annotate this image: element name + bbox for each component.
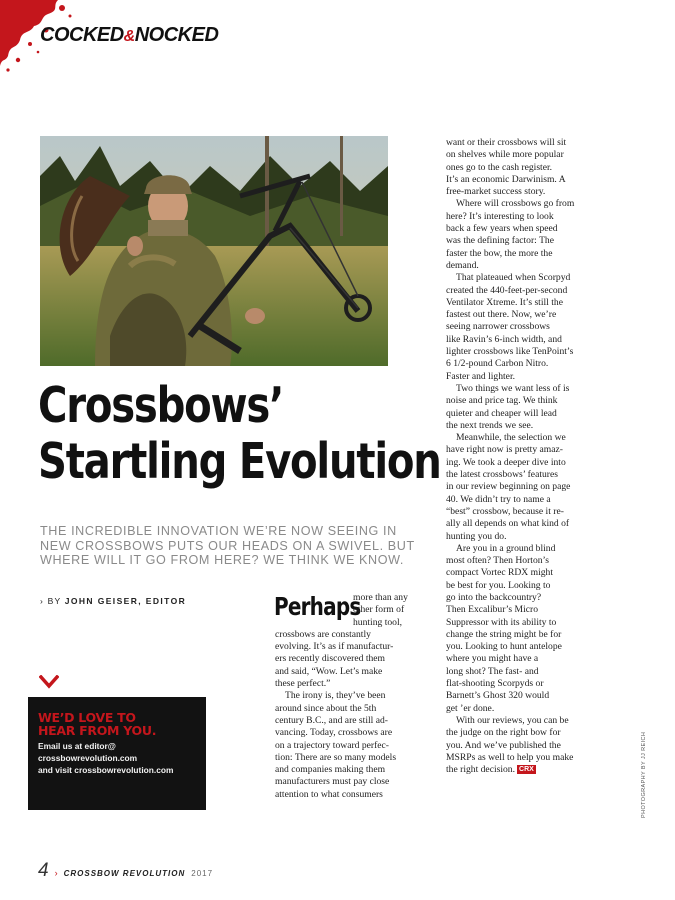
- footer-separator: ›: [54, 868, 58, 878]
- body-line: vancing. Today, crossbows are: [275, 727, 393, 739]
- body-line: where you might have a: [446, 653, 539, 665]
- body-line: That plateaued when Scorpyd: [456, 272, 571, 284]
- byline: [40, 596, 186, 606]
- contact-promo-box: [28, 697, 206, 810]
- body-line: Two things we want less of is: [456, 382, 570, 394]
- body-line: Suppressor with its ability to: [446, 616, 557, 628]
- body-line: ally all depends on what kind of: [446, 518, 570, 530]
- promo-title-line-2: HEAR FROM YOU.: [38, 723, 157, 738]
- body-line: change the string might be for: [446, 628, 562, 640]
- body-line: evolving. It’s as if manufactur-: [275, 641, 394, 653]
- headline-line-1: Crossbows’: [38, 377, 284, 434]
- body-line: you. Looking to hunt antelope: [446, 641, 562, 653]
- article-headline: [38, 378, 441, 490]
- body-line: seeing narrower crossbows: [446, 321, 550, 333]
- body-line: noise and price tag. We think: [446, 395, 558, 407]
- body-line: have right now is pretty amaz-: [446, 444, 563, 456]
- section-tag: [40, 24, 218, 47]
- body-line-last: [446, 764, 604, 776]
- body-line: in our review beginning on page: [446, 481, 571, 493]
- body-line: around since about the 5th: [275, 702, 377, 714]
- body-line: ers recently discovered them: [275, 653, 386, 665]
- body-column-1: [275, 592, 427, 801]
- body-line: It’s an economic Darwinism. A: [446, 173, 566, 185]
- byline-prefix: › BY: [40, 596, 62, 606]
- body-line: century B.C., and are still ad-: [275, 714, 388, 726]
- body-line: more than any: [353, 592, 408, 603]
- promo-title-line-1: WE’D LOVE TO: [38, 710, 136, 725]
- body-line: Then Excalibur’s Micro: [446, 604, 539, 616]
- body-line: Where will crossbows go from: [456, 198, 575, 210]
- body-line: and said, “Wow. Let’s make: [275, 665, 383, 677]
- body-line: demand.: [446, 259, 479, 271]
- body-line: the judge on the right bow for: [446, 727, 561, 739]
- hero-photo: [40, 136, 388, 366]
- body-line: ing. We took a deeper dive into: [446, 456, 566, 468]
- body-line: back a few years when speed: [446, 223, 558, 235]
- body-line: these perfect.”: [275, 678, 331, 690]
- body-line: 6 1/2-pound Carbon Nitro.: [446, 358, 549, 370]
- headline-line-2: Startling Evolution: [38, 433, 441, 490]
- section-tag-part1: COCKED: [40, 24, 124, 46]
- body-line: quieter and cheaper will lead: [446, 407, 557, 419]
- body-line: on a trajectory toward perfec-: [275, 739, 389, 751]
- body-line: lighter crossbows like TenPoint’s: [446, 346, 574, 358]
- promo-email-label: Email us at editor@: [38, 741, 116, 751]
- footer-year: 2017: [191, 869, 214, 878]
- page-number: 4: [38, 860, 49, 881]
- body-line: like Ravin’s 6-inch width, and: [446, 333, 562, 345]
- body-line: MSRPs as well to help you make: [446, 751, 574, 763]
- photo-credit: PHOTOGRAPHY BY JJ REICH: [641, 731, 647, 818]
- byline-author: JOHN GEISER, EDITOR: [64, 596, 187, 606]
- body-line: long shot? The fast- and: [446, 665, 539, 677]
- body-line: crossbows are constantly: [275, 628, 371, 640]
- body-line: go into the backcountry?: [446, 591, 542, 603]
- body-line: hunting tool,: [353, 616, 403, 628]
- body-line: free-market success story.: [446, 186, 546, 198]
- body-line: the right decision.: [446, 764, 516, 776]
- body-line: The irony is, they’ve been: [285, 690, 386, 702]
- body-line: 40. We didn’t try to name a: [446, 493, 551, 505]
- body-line: Faster and lighter.: [446, 370, 516, 382]
- body-line: manufacturers must pay close: [275, 776, 390, 788]
- body-line: the next trends we see.: [446, 419, 534, 431]
- body-line: attention to what consumers: [275, 788, 383, 800]
- page-footer: [38, 860, 213, 882]
- body-line: most often? Then Horton’s: [446, 555, 549, 567]
- body-line: faster the bow, the more the: [446, 247, 553, 259]
- body-line: on shelves while more popular: [446, 149, 564, 161]
- body-line: and companies making them: [275, 764, 386, 776]
- body-line: the latest crossbows’ features: [446, 469, 558, 481]
- chevron-down-icon: [39, 675, 59, 689]
- body-line: With our reviews, you can be: [456, 714, 569, 726]
- body-line: tion: There are so many models: [275, 751, 397, 763]
- promo-email-domain: crossbowrevolution.com: [38, 753, 138, 763]
- body-line: flat-shooting Scorpyds or: [446, 678, 544, 690]
- promo-website: and visit crossbowrevolution.com: [38, 765, 174, 775]
- body-line: fastest out there. Now, we’re: [446, 309, 557, 321]
- body-line: Meanwhile, the selection we: [456, 432, 566, 444]
- body-line: Ventilator Xtreme. It’s still the: [446, 296, 563, 308]
- body-line: want or their crossbows will sit: [446, 137, 567, 148]
- section-tag-part2: NOCKED: [134, 24, 219, 46]
- body-line: get ’er done.: [446, 702, 495, 714]
- end-mark: CRX: [519, 766, 534, 774]
- body-line: you. And we’ve published the: [446, 739, 561, 751]
- article-dropcap-word: Perhaps: [274, 592, 361, 621]
- article-deck: THE INCREDIBLE INNOVATION WE’RE NOW SEEING IN NEW CROSSBOWS PUTS OUR HEADS ON A SWIVEL. BUT WHERE WILL IT GO FROM HERE? WE THINK WE KNOW.: [40, 524, 415, 567]
- body-column-2: [446, 137, 604, 776]
- body-line: hunting you do.: [446, 530, 507, 542]
- body-line: “best” crossbow, because it re-: [446, 505, 564, 517]
- body-line: compact Vortec RDX might: [446, 567, 554, 579]
- body-line: other form of: [353, 604, 405, 616]
- body-line: ones go to the cash register.: [446, 161, 553, 173]
- section-tag-ampersand: &: [123, 28, 135, 45]
- body-line: Are you in a ground blind: [456, 542, 556, 554]
- body-line: Barnett’s Ghost 320 would: [446, 690, 550, 702]
- body-line: was the defining factor: The: [446, 235, 554, 247]
- body-line: be best for you. Looking to: [446, 579, 551, 591]
- body-line: created the 440-feet-per-second: [446, 284, 568, 296]
- body-line: here? It’s interesting to look: [446, 210, 554, 222]
- footer-magazine-name: CROSSBOW REVOLUTION: [63, 869, 186, 878]
